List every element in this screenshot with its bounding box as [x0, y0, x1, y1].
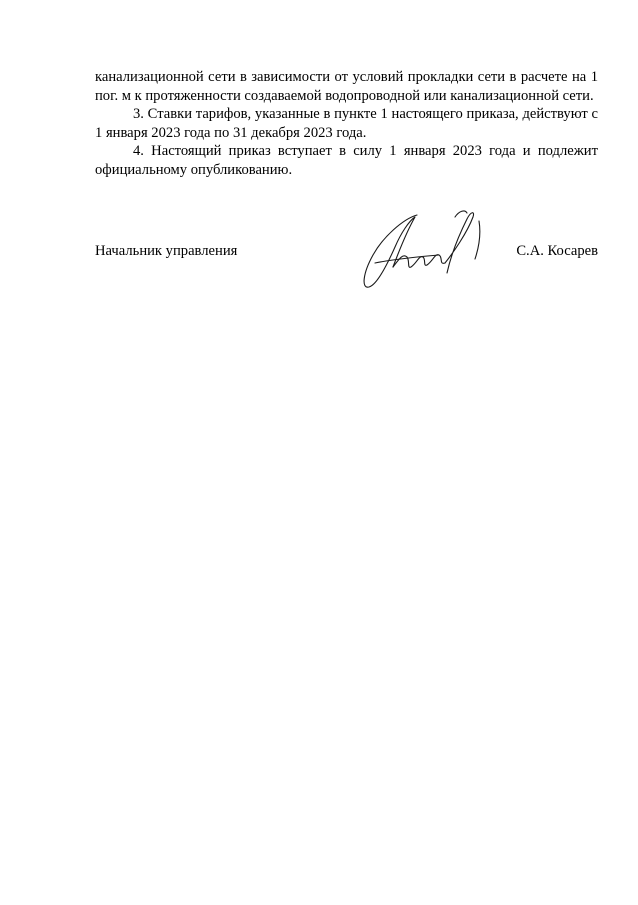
paragraph-continuation: канализационной сети в зависимости от условий прокладки сети в расчете на 1 пог. м к протяженности создаваемой водопроводной или канализационной сети. — [95, 69, 598, 104]
signature-stroke-flourish — [455, 211, 467, 217]
paragraph-4: 4. Настоящий приказ вступает в силу 1 января 2023 года и подлежит официальному опубликованию. — [95, 143, 598, 178]
document-body — [95, 68, 598, 179]
signature-stroke-tall — [445, 213, 474, 273]
position-title: Начальник управления — [95, 243, 238, 259]
signatory-name: С.А. Косарев — [516, 243, 598, 259]
paragraph-3: 3. Ставки тарифов, указанные в пункте 1 настоящего приказа, действуют с 1 января 2023 года по 31 декабря 2023 года. — [95, 106, 598, 141]
handwritten-signature-icon — [355, 203, 495, 295]
signature-stroke-descender — [475, 221, 480, 259]
signature-stroke-cross — [375, 255, 439, 263]
signature-stroke-loop — [364, 215, 417, 287]
signature-row — [95, 242, 598, 262]
